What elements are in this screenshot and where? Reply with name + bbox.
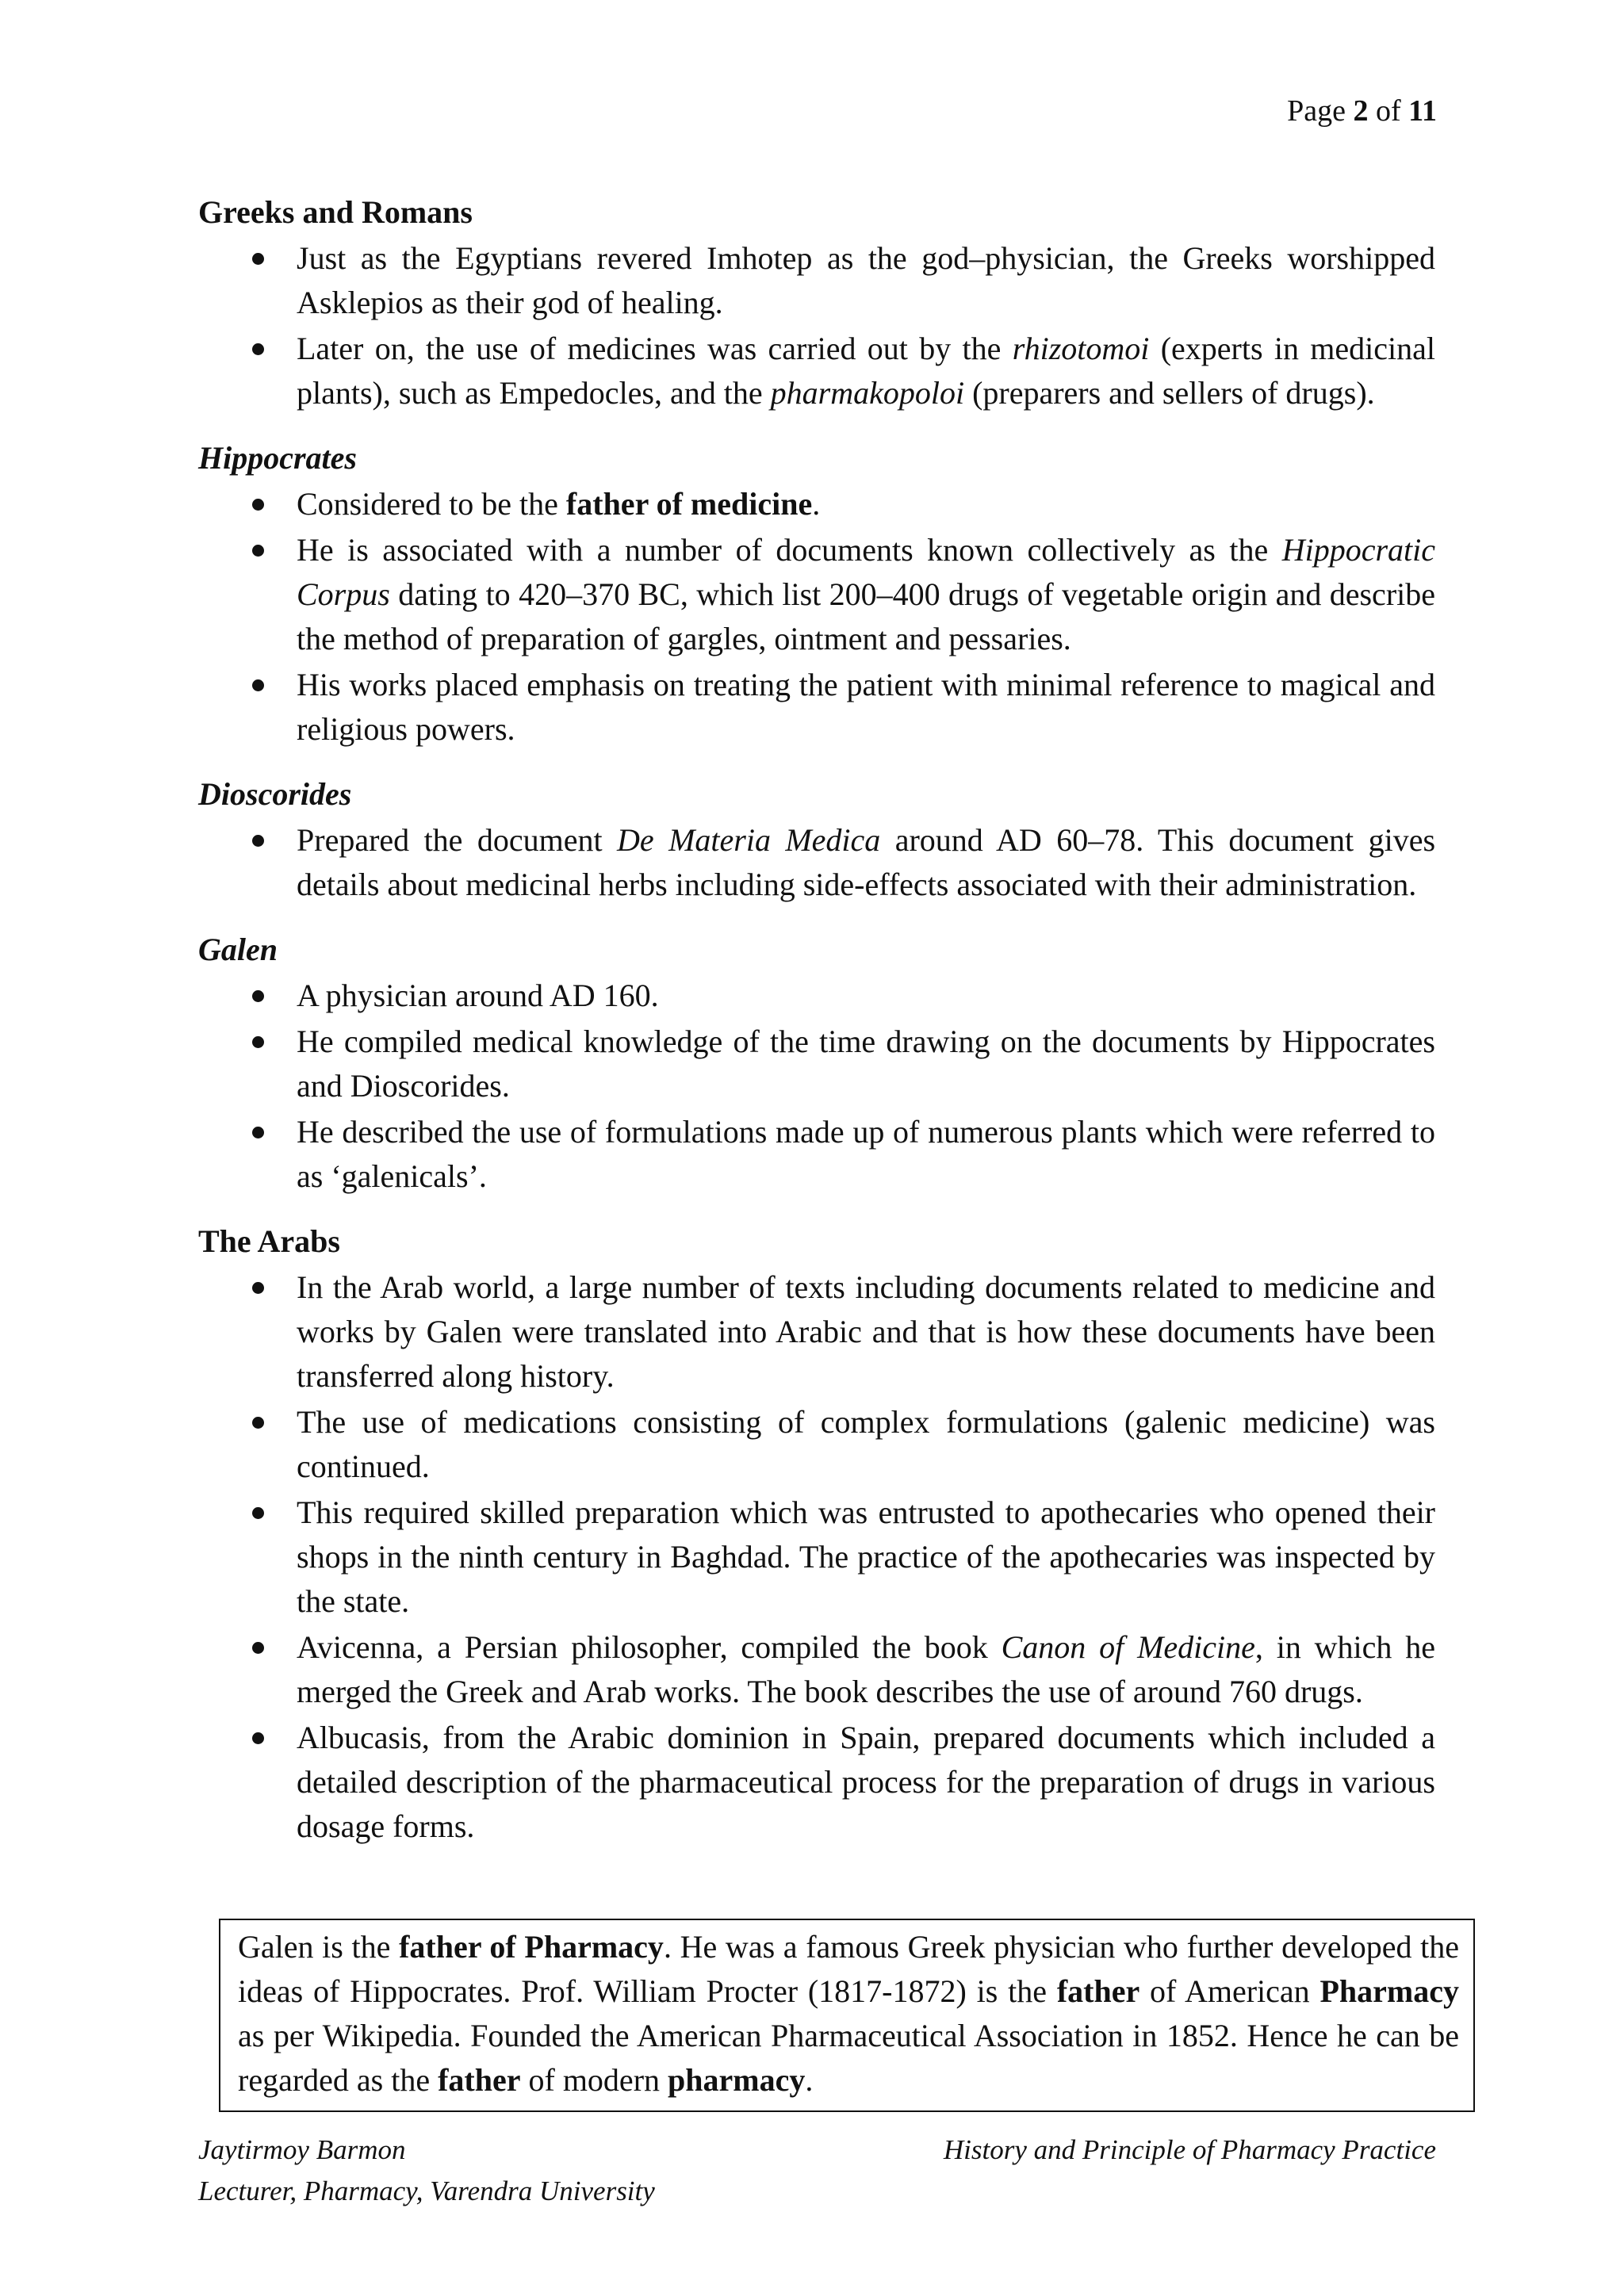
section-heading: The Arabs (198, 1223, 340, 1259)
bullet-icon (252, 253, 264, 265)
bullet-icon (252, 1282, 264, 1294)
bullet-icon (252, 1642, 264, 1654)
bullet-icon (252, 1732, 264, 1744)
list-item (198, 663, 1435, 752)
text-run: dating to 420–370 BC, which list 200–400 drugs of vegetable origin and describe the method of preparation of gargles, ointment and pessaries. (297, 576, 1435, 656)
footer-author-name: Jaytirmoy Barmon (198, 2134, 406, 2165)
text-run: Galen is the (238, 1929, 400, 1965)
list-item (198, 327, 1435, 415)
list-item-text: He compiled medical knowledge of the time drawing on the documents by Hippocrates and Dioscorides. (297, 1024, 1435, 1104)
list-item (198, 1265, 1435, 1399)
bullet-icon (252, 1127, 264, 1138)
list-item-text: His works placed emphasis on treating the patient with minimal reference to magical and religious powers. (297, 667, 1435, 747)
text-run: . He was a famous Greek physician who further developed the ideas of Hippocrates. Prof. William Procter (1817-1872) is the (238, 1929, 1460, 2009)
bold-term: father of medicine (565, 486, 813, 522)
bullet-icon (252, 990, 264, 1002)
bullet-icon (252, 545, 264, 557)
text-run: Later on, the use of medicines was carried out by the (297, 331, 1013, 366)
bullet-icon (252, 1507, 264, 1519)
section-heading: Dioscorides (198, 776, 352, 812)
text-run: , in which he merged the Greek and Arab works. The book describes the use of around 760 drugs. (297, 1629, 1435, 1709)
text-run: He is associated with a number of documents known collectively as the (297, 532, 1282, 568)
list-item-text: He described the use of formulations made up of numerous plants which were referred to as ‘galenicals’. (297, 1114, 1435, 1194)
page-number (1287, 94, 1437, 128)
list-item-text: A physician around AD 160. (297, 978, 659, 1013)
section-hippocrates (198, 436, 1435, 752)
bullet-list (198, 1265, 1435, 1849)
bold-term: father (1056, 1973, 1140, 2009)
list-item (198, 1400, 1435, 1489)
list-item (198, 1110, 1435, 1199)
bullet-list (198, 818, 1435, 907)
footer-author-position: Lecturer, Pharmacy, Varendra University (198, 2175, 655, 2206)
bold-term: father of Pharmacy (399, 1929, 664, 1965)
text-run: Considered to be the (297, 486, 566, 522)
text-run: (experts in medicinal plants), such as Empedocles, and the (297, 331, 1435, 411)
text-run: Avicenna, a Persian philosopher, compiled the book (297, 1629, 1002, 1665)
section-galen (198, 928, 1435, 1199)
list-item (198, 1716, 1435, 1849)
section-heading: Galen (198, 932, 278, 967)
page-number-total: 11 (1408, 94, 1437, 128)
italic-term: Canon of Medicine (1001, 1629, 1255, 1665)
list-item-text: In the Arab world, a large number of texts including documents related to medicine and works by Galen were translated into Arabic and that is how these documents have been transferred along history. (297, 1269, 1435, 1394)
text-run: . (805, 2062, 814, 2098)
bullet-icon (252, 679, 264, 691)
list-item-text: The use of medications consisting of complex formulations (galenic medicine) was continued. (297, 1404, 1435, 1484)
footer-course-title: History and Principle of Pharmacy Practice (943, 2134, 1436, 2165)
italic-term: De Materia Medica (617, 822, 881, 858)
text-run: of modern (520, 2062, 668, 2098)
bullet-icon (252, 343, 264, 355)
section-dioscorides (198, 772, 1435, 907)
bullet-list (198, 974, 1435, 1199)
bullet-icon (252, 499, 264, 511)
list-item (198, 1625, 1435, 1714)
text-run: around AD 60–78. This document gives details about medicinal herbs including side-effects associated with their administration. (297, 822, 1436, 902)
bullet-list (198, 236, 1435, 415)
list-item (198, 482, 1435, 526)
list-item-text: Albucasis, from the Arabic dominion in Spain, prepared documents which included a detailed description of the pharmaceutical process for the preparation of drugs in various dosage forms. (297, 1720, 1435, 1844)
bold-term: father (438, 2062, 521, 2098)
italic-term: Hippocratic Corpus (297, 532, 1435, 612)
bullet-icon (252, 835, 264, 847)
page-number-separator: of (1368, 94, 1409, 128)
section-greeks-and-romans (198, 190, 1435, 415)
boxed-note (219, 1919, 1475, 2112)
italic-term: rhizotomoi (1012, 331, 1150, 366)
bold-term: pharmacy (668, 2062, 806, 2098)
italic-term: pharmakopoloi (770, 375, 965, 411)
section-heading: Greeks and Romans (198, 194, 473, 230)
bullet-icon (252, 1036, 264, 1048)
bullet-icon (252, 1417, 264, 1429)
section-the-arabs (198, 1219, 1435, 1849)
list-item (198, 1020, 1435, 1108)
list-item (198, 236, 1435, 325)
text-run: Prepared the document (297, 822, 618, 858)
text-run: (preparers and sellers of drugs). (964, 375, 1375, 411)
list-item (198, 974, 1435, 1018)
page-number-prefix: Page (1287, 94, 1354, 128)
page-number-current: 2 (1353, 94, 1369, 128)
section-heading: Hippocrates (198, 440, 357, 476)
list-item-text: Just as the Egyptians revered Imhotep as the god–physician, the Greeks worshipped Asklepios as their god of healing. (297, 240, 1435, 320)
footer-author-block (198, 2130, 655, 2212)
list-item (198, 1490, 1435, 1624)
text-run: . (812, 486, 821, 522)
text-run: of American (1139, 1973, 1320, 2009)
bold-term: Pharmacy (1320, 1973, 1460, 2009)
main-content (198, 190, 1435, 1869)
list-item (198, 528, 1435, 661)
bullet-list (198, 482, 1435, 752)
text-run: as per Wikipedia. Founded the American Pharmaceutical Association in 1852. Hence he can be regarded as the (238, 2018, 1459, 2098)
list-item-text: This required skilled preparation which was entrusted to apothecaries who opened their shops in the ninth century in Baghdad. The practice of the apothecaries was inspected by the state. (297, 1494, 1435, 1619)
list-item (198, 818, 1435, 907)
